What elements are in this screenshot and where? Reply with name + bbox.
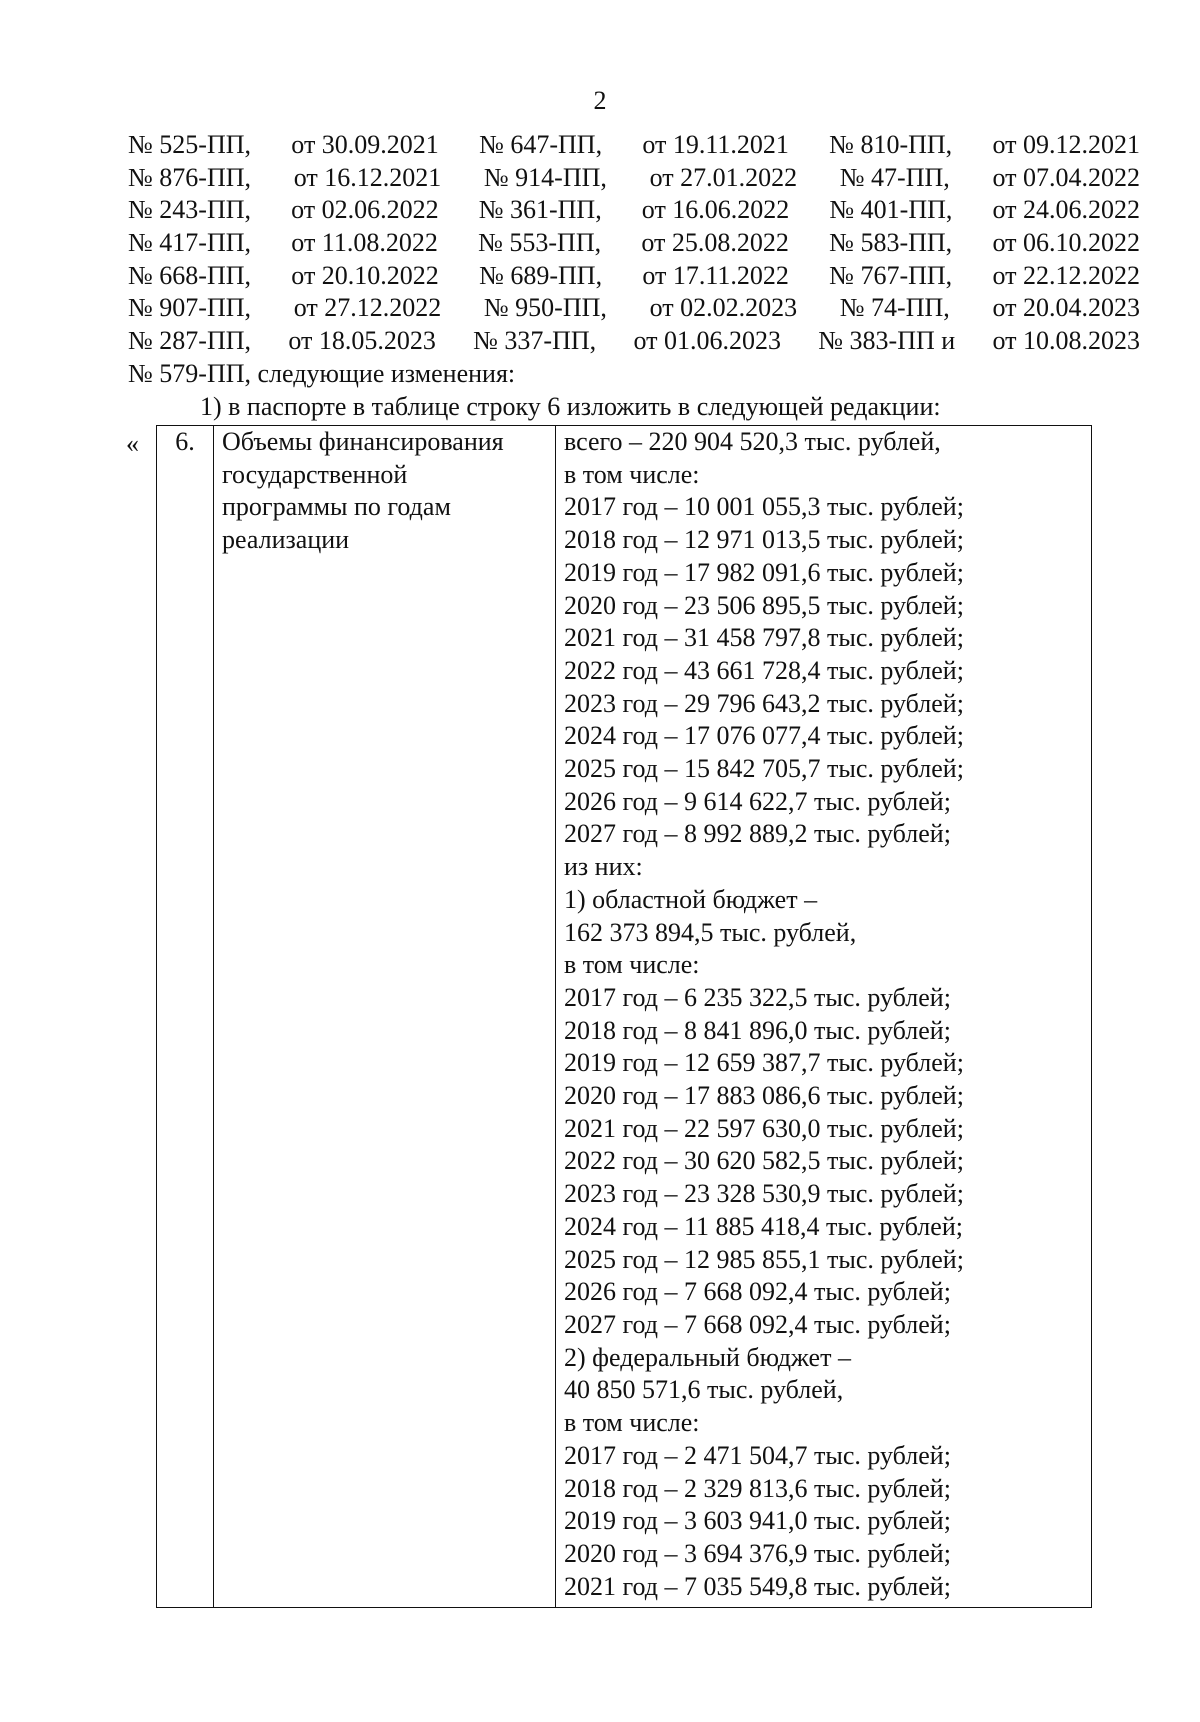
- resolution-date: от 25.08.2022: [641, 228, 789, 258]
- funding-line: 2025 год – 15 842 705,7 тыс. рублей;: [564, 754, 964, 784]
- resolution-number: № 950-ПП,: [483, 293, 607, 323]
- resolution-number: № 361-ПП,: [478, 195, 602, 225]
- funding-line: 2022 год – 30 620 582,5 тыс. рублей;: [564, 1146, 964, 1176]
- row-name-line: реализации: [222, 525, 350, 555]
- resolution-number: № 337-ПП,: [473, 326, 597, 356]
- funding-line: 2019 год – 3 603 941,0 тыс. рублей;: [564, 1506, 951, 1536]
- resolution-number: № 689-ПП,: [479, 260, 603, 290]
- resolution-date: от 17.11.2022: [642, 260, 789, 290]
- resolution-number: № 907-ПП,: [128, 293, 252, 323]
- funding-line: 2027 год – 7 668 092,4 тыс. рублей;: [564, 1309, 951, 1339]
- funding-line: 2019 год – 17 982 091,6 тыс. рублей;: [564, 557, 964, 587]
- resolution-date: от 20.04.2023: [992, 293, 1140, 323]
- resolution-number: № 876-ПП,: [128, 162, 252, 192]
- page-number: 2: [593, 86, 607, 115]
- funding-line: 2017 год – 2 471 504,7 тыс. рублей;: [564, 1440, 951, 1470]
- resolution-date: от 02.06.2022: [291, 195, 439, 225]
- resolution-date: от 27.12.2022: [293, 293, 442, 323]
- funding-line: 162 373 894,5 тыс. рублей,: [564, 917, 857, 947]
- resolution-date: от 09.12.2021: [992, 130, 1140, 159]
- funding-line: 2019 год – 12 659 387,7 тыс. рублей;: [564, 1048, 964, 1078]
- reference-row: [128, 227, 1140, 260]
- resolution-number: № 647-ПП,: [479, 130, 603, 159]
- funding-line: в том числе:: [564, 459, 700, 489]
- resolution-number: № 383-ПП и: [818, 326, 956, 356]
- funding-line: 2018 год – 8 841 896,0 тыс. рублей;: [564, 1015, 951, 1045]
- resolution-number: № 401-ПП,: [829, 195, 953, 225]
- funding-line: 2017 год – 10 001 055,3 тыс. рублей;: [564, 492, 964, 522]
- resolution-date: от 22.12.2022: [992, 260, 1140, 290]
- resolution-date: от 24.06.2022: [992, 195, 1140, 225]
- funding-line: 2024 год – 11 885 418,4 тыс. рублей;: [564, 1211, 963, 1241]
- funding-line: 1) областной бюджет –: [564, 884, 818, 914]
- resolution-date: от 16.06.2022: [641, 195, 790, 225]
- reference-tail: № 579-ПП, следующие изменения:: [128, 358, 516, 388]
- resolution-date: от 16.12.2021: [293, 162, 442, 192]
- funding-line: 2020 год – 3 694 376,9 тыс. рублей;: [564, 1538, 951, 1568]
- funding-line: 2021 год – 31 458 797,8 тыс. рублей;: [564, 623, 964, 653]
- funding-line: 40 850 571,6 тыс. рублей,: [564, 1375, 844, 1405]
- resolution-number: № 525-ПП,: [128, 130, 252, 159]
- resolution-date: от 06.10.2022: [992, 228, 1140, 258]
- funding-line: 2020 год – 17 883 086,6 тыс. рублей;: [564, 1081, 964, 1111]
- resolution-date: от 07.04.2022: [992, 162, 1140, 192]
- funding-line: 2020 год – 23 506 895,5 тыс. рублей;: [564, 590, 964, 620]
- funding-values-cell: [556, 426, 1092, 1608]
- resolution-date: от 19.11.2021: [642, 130, 789, 159]
- funding-line: 2027 год – 8 992 889,2 тыс. рублей;: [564, 819, 951, 849]
- passport-table: [156, 425, 1092, 1608]
- funding-line: 2021 год – 22 597 630,0 тыс. рублей;: [564, 1113, 964, 1143]
- funding-line: 2025 год – 12 985 855,1 тыс. рублей;: [564, 1244, 964, 1274]
- funding-line: в том числе:: [564, 950, 700, 980]
- resolution-number: № 47-ПП,: [839, 162, 950, 192]
- funding-line: 2018 год – 12 971 013,5 тыс. рублей;: [564, 525, 964, 555]
- opening-quote-mark: «: [126, 429, 139, 458]
- resolution-date: от 30.09.2021: [291, 130, 439, 159]
- resolution-number: № 668-ПП,: [128, 260, 252, 290]
- row-name-line: государственной: [222, 459, 408, 489]
- resolution-number: № 74-ПП,: [839, 293, 950, 323]
- resolution-number: № 553-ПП,: [478, 228, 602, 258]
- row-number-cell: [157, 426, 214, 1608]
- resolution-date: от 20.10.2022: [291, 260, 439, 290]
- reference-row: [128, 129, 1140, 162]
- resolution-date: от 02.02.2023: [649, 293, 798, 323]
- amendment-intro: 1) в паспорте в таблице строку 6 изложить в следующей редакции:: [200, 392, 941, 421]
- resolution-date: от 27.01.2022: [649, 162, 798, 192]
- funding-line: 2018 год – 2 329 813,6 тыс. рублей;: [564, 1473, 951, 1503]
- row-name-line: программы по годам: [222, 492, 451, 522]
- resolution-number: № 243-ПП,: [128, 195, 252, 225]
- resolution-number: № 767-ПП,: [829, 260, 953, 290]
- funding-line: 2026 год – 9 614 622,7 тыс. рублей;: [564, 786, 951, 816]
- resolution-number: № 810-ПП,: [829, 130, 953, 159]
- resolution-number: № 287-ПП,: [128, 326, 252, 356]
- funding-line: 2021 год – 7 035 549,8 тыс. рублей;: [564, 1571, 951, 1601]
- funding-line: в том числе:: [564, 1408, 700, 1438]
- funding-line: из них:: [564, 852, 643, 882]
- resolution-date: от 11.08.2022: [291, 228, 438, 258]
- resolution-date: от 10.08.2023: [992, 326, 1140, 356]
- row-number: 6.: [175, 427, 195, 456]
- funding-line: 2024 год – 17 076 077,4 тыс. рублей;: [564, 721, 964, 751]
- reference-row: [128, 162, 1140, 195]
- reference-row: [128, 194, 1140, 227]
- resolution-number: № 914-ПП,: [483, 162, 607, 192]
- funding-line: 2017 год – 6 235 322,5 тыс. рублей;: [564, 982, 951, 1012]
- funding-line: всего – 220 904 520,3 тыс. рублей,: [564, 427, 941, 456]
- funding-line: 2022 год – 43 661 728,4 тыс. рублей;: [564, 655, 964, 685]
- reference-row: [128, 325, 1140, 358]
- row-name-line: Объемы финансирования: [222, 427, 504, 456]
- resolution-number: № 417-ПП,: [128, 228, 252, 258]
- resolution-number: № 583-ПП,: [829, 228, 953, 258]
- resolution-references: [128, 129, 1140, 391]
- funding-line: 2026 год – 7 668 092,4 тыс. рублей;: [564, 1277, 951, 1307]
- resolution-date: от 18.05.2023: [288, 326, 436, 356]
- row-name-cell: [214, 426, 556, 1608]
- table-row: [157, 426, 1092, 1608]
- funding-line: 2) федеральный бюджет –: [564, 1342, 851, 1372]
- reference-row: [128, 260, 1140, 293]
- funding-line: 2023 год – 23 328 530,9 тыс. рублей;: [564, 1179, 964, 1209]
- reference-row: [128, 292, 1140, 325]
- funding-line: 2023 год – 29 796 643,2 тыс. рублей;: [564, 688, 964, 718]
- resolution-date: от 01.06.2023: [633, 326, 781, 356]
